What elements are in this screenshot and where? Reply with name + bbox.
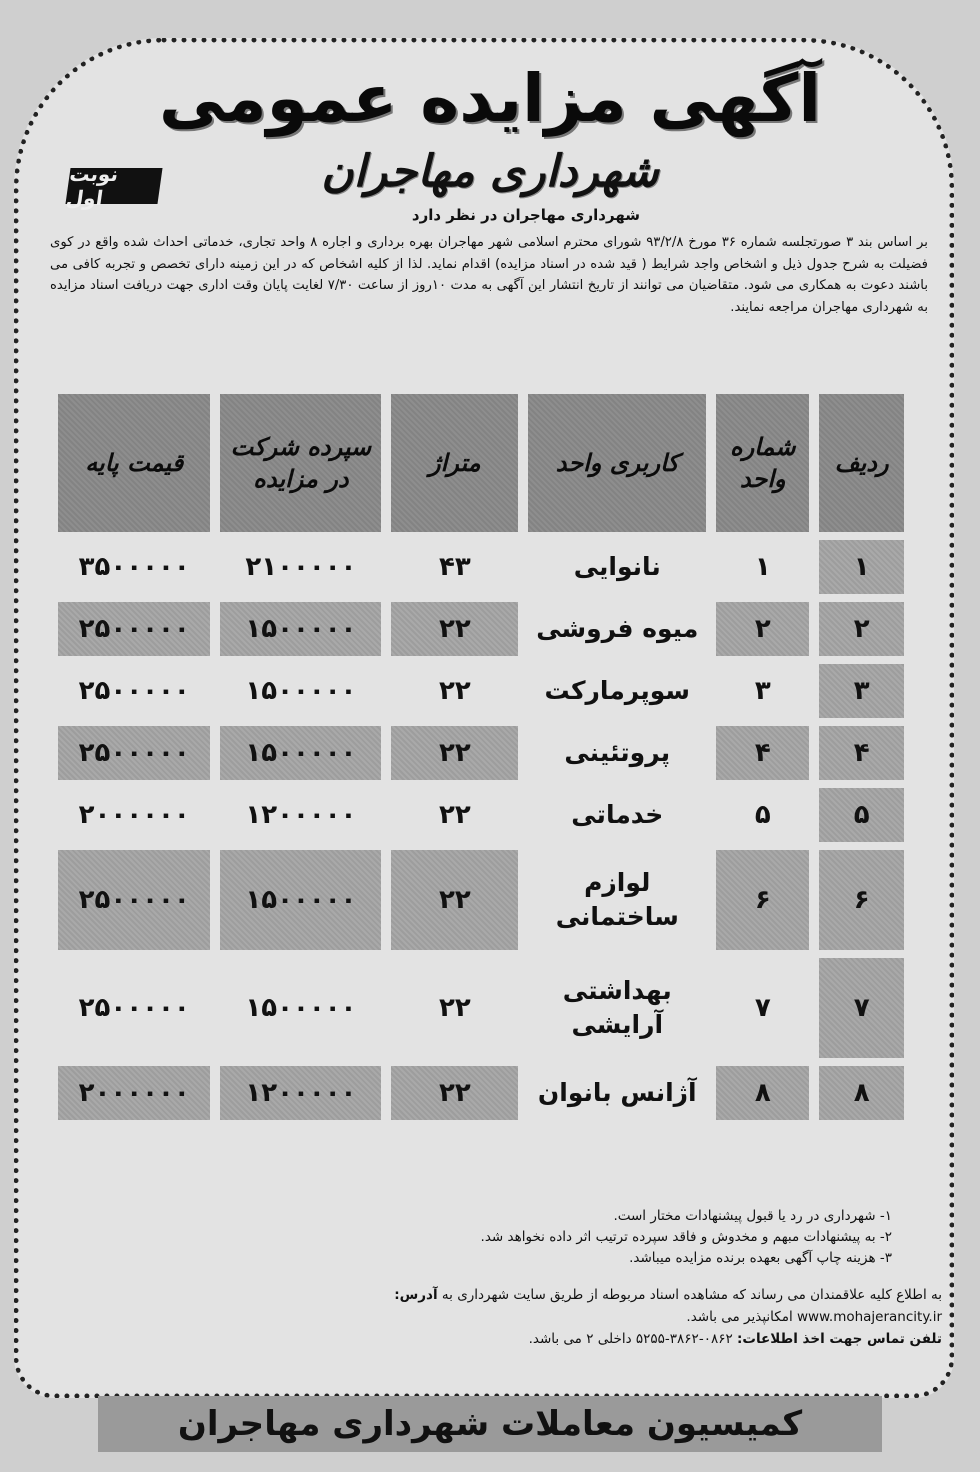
table-row bbox=[58, 788, 904, 842]
table-row bbox=[58, 540, 904, 594]
phone-number: ۰۸۶۲-۳۸۶۲-۵۲۵۵ bbox=[635, 1331, 733, 1347]
area-cell: ۲۲ bbox=[438, 993, 471, 1023]
table-row bbox=[58, 850, 904, 950]
units-table bbox=[48, 386, 914, 1128]
unit-usage-cell: نانوایی bbox=[573, 552, 661, 581]
intro-heading: شهرداری مهاجران در نظر دارد bbox=[411, 206, 640, 224]
unit-number-cell: ۲ bbox=[716, 602, 809, 656]
unit-number-cell: ۱ bbox=[754, 552, 771, 582]
header-deposit: سپرده شرکت در مزایده bbox=[220, 394, 381, 532]
base-price-cell: ۲۵۰۰۰۰۰ bbox=[78, 993, 190, 1023]
website-link[interactable]: www.mohajerancity.ir bbox=[797, 1309, 942, 1325]
unit-usage-cell: خدماتی bbox=[571, 800, 664, 829]
base-price-cell: ۲۰۰۰۰۰۰ bbox=[58, 1066, 210, 1120]
base-price-cell: ۲۵۰۰۰۰۰ bbox=[78, 676, 190, 706]
note-item: ۲- به پیشنهادات مبهم و مخدوش و فاقد سپرده ترتیب اثر داده نخواهد شد. bbox=[480, 1229, 892, 1245]
unit-number-cell: ۵ bbox=[754, 800, 771, 830]
base-price-cell: ۲۵۰۰۰۰۰ bbox=[58, 602, 210, 656]
address-text: به اطلاع کلیه علاقمندان می رساند که مشاهده اسناد مربوطه از طریق سایت شهرداری به bbox=[441, 1287, 942, 1303]
address-line-2 bbox=[82, 1306, 942, 1328]
area-cell: ۲۲ bbox=[391, 726, 518, 780]
row-number-cell: ۳ bbox=[819, 664, 904, 718]
unit-number-cell: ۶ bbox=[716, 850, 809, 950]
phone-extension: داخلی ۲ می باشد. bbox=[528, 1331, 632, 1347]
base-price-cell: ۲۰۰۰۰۰۰ bbox=[78, 800, 190, 830]
unit-usage-cell: آژانس بانوان bbox=[537, 1078, 697, 1107]
footer-banner: کمیسیون معاملات شهرداری مهاجران bbox=[98, 1396, 882, 1452]
base-price-cell: ۲۵۰۰۰۰۰ bbox=[58, 850, 210, 950]
deposit-cell: ۱۲۰۰۰۰۰ bbox=[245, 800, 357, 830]
row-number-cell: ۴ bbox=[819, 726, 904, 780]
base-price-cell: ۳۵۰۰۰۰۰ bbox=[78, 552, 190, 582]
deposit-cell: ۱۵۰۰۰۰۰ bbox=[220, 602, 381, 656]
deposit-cell: ۱۵۰۰۰۰۰ bbox=[245, 993, 357, 1023]
address-line-1 bbox=[82, 1284, 942, 1306]
header-area: متراژ bbox=[391, 394, 518, 532]
row-number-cell: ۵ bbox=[819, 788, 904, 842]
phone-line bbox=[82, 1328, 942, 1350]
intro-text: بر اساس بند ۳ صورتجلسه شماره ۳۶ مورخ ۹۳/۲/۸ شورای محترم اسلامی شهر مهاجران بهره برداری و اجاره ۸ واحد تجاری، خدماتی احداث شده واقع در کوی فضیلت به شرح جدول ذیل و اشخاص واجد شرایط ( قید شده در اسناد مزایده) اقدام نماید. لذا از کلیه اشخاص که در این زمینه دارای تخصص و تجربه کافی می باشند دعوت به همکاری می شود. متقاضیان می توانند از تاریخ انتشار این آگهی به مدت ۱۰روز از ساعت ۷/۳۰ لغایت پایان وقت اداری جهت دریافت اسناد مزایده به شهرداری مهاجران مراجعه نمایند. bbox=[50, 235, 928, 315]
unit-usage-cell: پروتئینی bbox=[564, 738, 671, 767]
table-row bbox=[58, 958, 904, 1058]
area-cell: ۴۳ bbox=[438, 552, 471, 582]
deposit-cell: ۱۲۰۰۰۰۰ bbox=[220, 1066, 381, 1120]
base-price-cell: ۲۵۰۰۰۰۰ bbox=[58, 726, 210, 780]
deposit-cell: ۱۵۰۰۰۰۰ bbox=[220, 850, 381, 950]
deposit-cell: ۱۵۰۰۰۰۰ bbox=[220, 726, 381, 780]
area-cell: ۲۲ bbox=[438, 676, 471, 706]
table-header-row bbox=[58, 394, 904, 532]
address-block bbox=[82, 1284, 942, 1350]
row-number-cell: ۶ bbox=[819, 850, 904, 950]
area-cell: ۲۲ bbox=[391, 602, 518, 656]
area-cell: ۲۲ bbox=[391, 850, 518, 950]
address-suffix: امکانپذیر می باشد. bbox=[686, 1309, 793, 1325]
announcement-title: آگهی مزایده عمومی bbox=[158, 60, 822, 137]
unit-number-cell: ۸ bbox=[716, 1066, 809, 1120]
unit-number-cell: ۷ bbox=[754, 993, 771, 1023]
unit-number-cell: ۴ bbox=[716, 726, 809, 780]
unit-usage-cell: بهداشتی آرایشی bbox=[562, 976, 672, 1039]
announcement-subtitle: شهرداری مهاجران bbox=[321, 146, 659, 197]
row-number-cell: ۷ bbox=[819, 958, 904, 1058]
table-row bbox=[58, 602, 904, 656]
table-row bbox=[58, 664, 904, 718]
unit-usage-cell: میوه فروشی bbox=[536, 614, 699, 643]
area-cell: ۲۲ bbox=[438, 800, 471, 830]
row-number-cell: ۱ bbox=[819, 540, 904, 594]
notes-list bbox=[481, 1206, 902, 1269]
newspaper-logo: نوبت اول bbox=[65, 168, 162, 204]
row-number-cell: ۸ bbox=[819, 1066, 904, 1120]
header-row-number: ردیف bbox=[819, 394, 904, 532]
table-row bbox=[58, 1066, 904, 1120]
address-label: آدرس: bbox=[394, 1287, 438, 1303]
table-row bbox=[58, 726, 904, 780]
note-item: ۱- شهرداری در رد یا قبول پیشنهادات مختار است. bbox=[613, 1208, 892, 1224]
row-number-cell: ۲ bbox=[819, 602, 904, 656]
header-base-price: قیمت پایه bbox=[58, 394, 210, 532]
header-unit-number: شماره واحد bbox=[716, 394, 809, 532]
area-cell: ۲۲ bbox=[391, 1066, 518, 1120]
unit-number-cell: ۳ bbox=[754, 676, 771, 706]
deposit-cell: ۱۵۰۰۰۰۰ bbox=[245, 676, 357, 706]
phone-label: تلفن تماس جهت اخذ اطلاعات: bbox=[737, 1331, 942, 1347]
note-item: ۳- هزینه چاپ آگهی بعهده برنده مزایده میباشد. bbox=[629, 1250, 892, 1266]
deposit-cell: ۲۱۰۰۰۰۰ bbox=[245, 552, 357, 582]
unit-usage-cell: لوازم ساختمانی bbox=[555, 868, 679, 931]
unit-usage-cell: سوپرمارکت bbox=[544, 676, 690, 705]
header-unit-usage: کاربری واحد bbox=[528, 394, 706, 532]
